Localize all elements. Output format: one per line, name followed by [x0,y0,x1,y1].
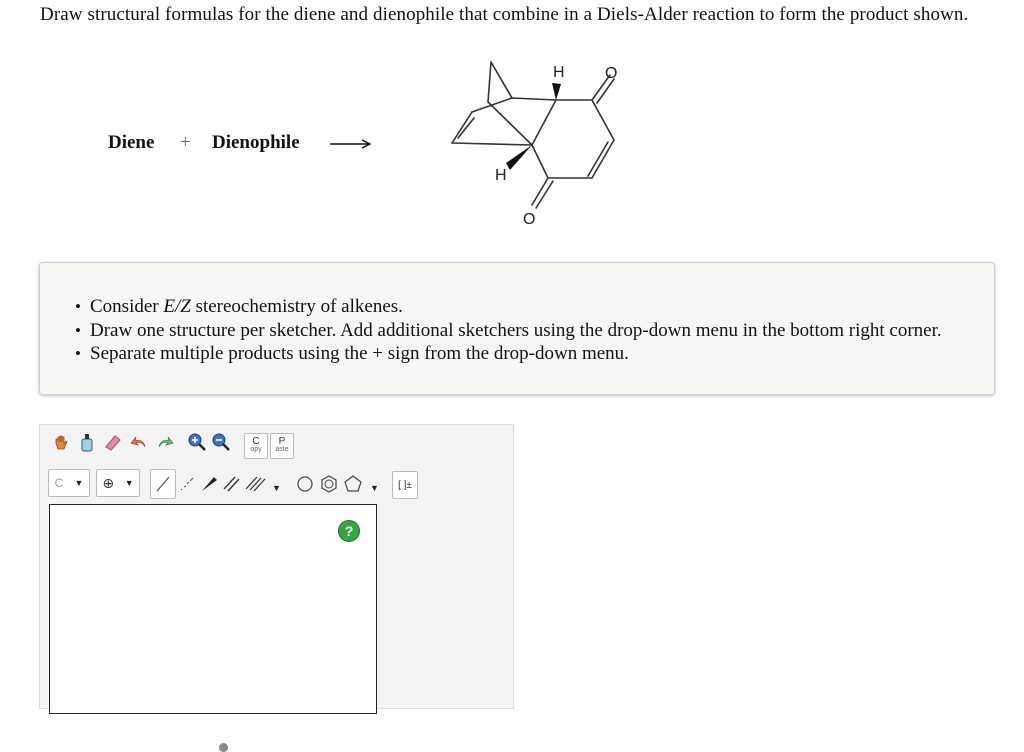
hint-item-sketchers: • Draw one structure per sketcher. Add additional sketchers using the drop-down menu in the bottom right corner. [90,319,942,343]
hint-text: Consider [90,296,164,317]
paste-button[interactable] [270,433,294,459]
cyclopropane-icon[interactable] [294,473,316,495]
paste-label-bottom: aste [275,446,289,453]
product-structure [440,52,640,232]
atom-h-top: H [553,64,565,81]
benzene-icon[interactable] [318,473,340,495]
ring-caret-down-icon[interactable]: ▼ [370,483,379,493]
hint-list [90,295,942,366]
hashed-bond-icon[interactable] [176,473,198,495]
redo-icon[interactable] [154,431,176,453]
canvas-dot [219,743,228,752]
plus-sign: + [180,132,191,153]
charge-icon: ⊕ [102,474,115,491]
cyclopentane-icon[interactable] [342,473,364,495]
caret-down-icon: ▼ [124,478,134,488]
single-bond-button[interactable] [150,469,176,499]
atom-select[interactable] [48,469,90,497]
atom-o-top: O [605,65,618,82]
wedge-bond-top [552,83,561,100]
hint-item-products: • Separate multiple products using the + sign from the drop-down menu. [90,342,942,366]
zoom-in-icon[interactable] [186,431,208,453]
clear-bottle-icon[interactable] [76,431,98,453]
drawing-canvas[interactable] [49,504,377,714]
atom-o-bottom: O [523,211,536,228]
zoom-out-icon[interactable] [210,431,232,453]
help-button[interactable]: ? [338,520,360,542]
bond-caret-down-icon[interactable]: ▼ [272,483,281,493]
hint-text: stereochemistry of alkenes. [190,296,403,317]
paste-label-top: P [278,436,286,447]
wedge-bond-bottom [506,145,532,170]
undo-icon[interactable] [128,431,150,453]
copy-button[interactable] [244,433,268,459]
hint-box [39,262,995,395]
triple-bond-icon[interactable] [244,473,266,495]
atom-h-bottom: H [495,167,507,184]
reaction-arrow-icon [330,136,372,150]
copy-label-bottom: opy [250,446,262,453]
eraser-icon[interactable] [102,431,124,453]
dienophile-label: Dienophile [212,132,300,153]
hint-em-ez: E/Z [163,296,191,317]
double-bond-icon[interactable] [220,473,242,495]
caret-down-icon: ▼ [74,478,84,488]
question-text: Draw structural formulas for the diene and dienophile that combine in a Diels-Alder reaction to form the product shown. [40,4,969,25]
diene-label: Diene [108,132,155,153]
charge-select[interactable] [96,469,140,497]
bracket-button[interactable] [392,471,418,499]
hand-tool-icon[interactable] [50,431,72,453]
wedge-bond-icon[interactable] [198,473,220,495]
sketcher-panel [39,424,514,709]
atom-select-value: C [54,476,64,490]
hint-item-ez [90,295,942,319]
bracket-label: [ ]± [398,479,412,491]
copy-label-top: C [252,436,260,447]
